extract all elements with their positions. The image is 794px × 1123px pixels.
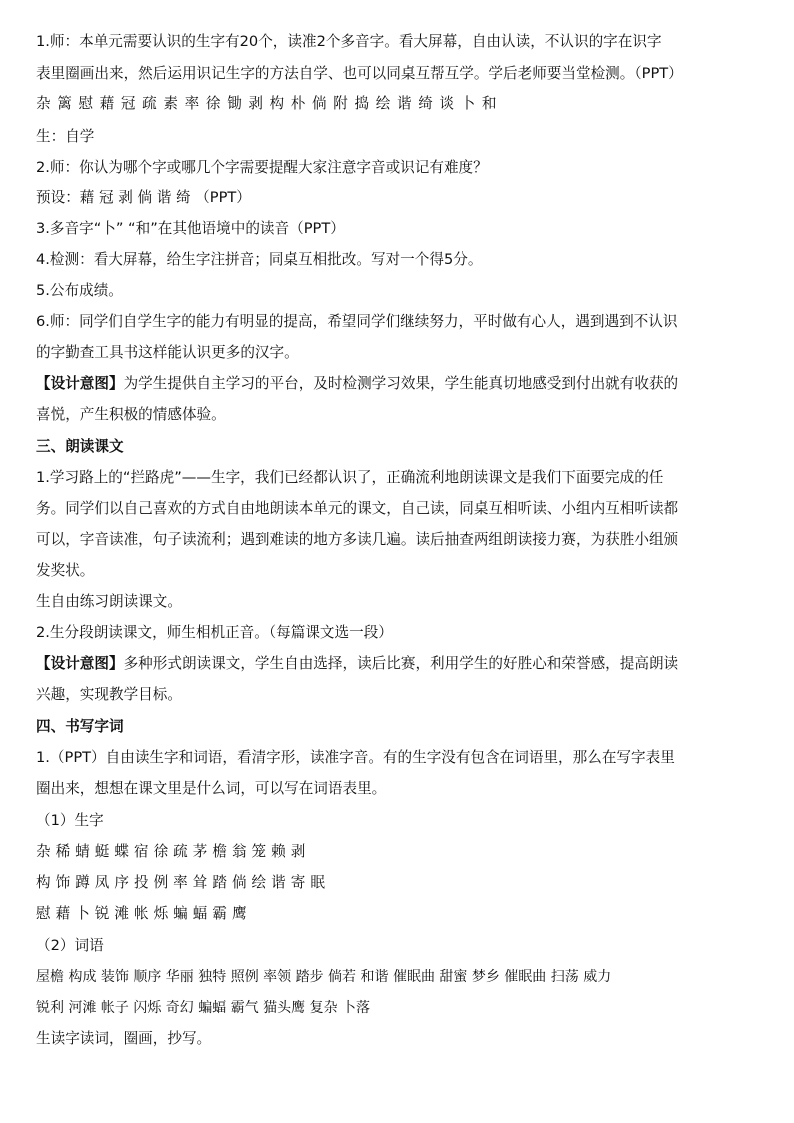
paragraph-6-line-1: 6.师：同学们自学生字的能力有明显的提高，希望同学们继续努力，平时做有心人，遇到遇到不认识: [36, 313, 678, 330]
section-3-p2: 生自由练习朗读课文。: [36, 593, 182, 610]
word-row-1: 屋檐 构成 装饰 顺序 华丽 独特 照例 率领 踏步 倘若 和谐 催眠曲 甜蜜 梦乡 催眠曲 扫荡 威力: [36, 969, 612, 985]
design-intent-tag: 【设计意图】: [36, 375, 124, 392]
character-row-3: 慰藉卜锐滩帐烁蝙蝠霸鹰: [36, 905, 252, 922]
publish-score-item: 5.公布成绩。: [36, 282, 123, 299]
paragraph-1-line-2: 表里圈画出来，然后运用识记生字的方法自学、也可以同桌互帮互学。学后老师要当堂检测。（PPT）: [36, 65, 683, 82]
section-4-closing: 生读字读词，圈画，抄写。: [36, 1030, 212, 1047]
polyphone-item: 3.多音字“卜” “和”在其他语境中的读音（PPT）: [36, 220, 345, 237]
section-3-p1-line-3: 可以，字音读准，句子读流利；遇到难读的地方多读几遍。读后抽查两组朗读接力赛，为获胜小组颁: [36, 531, 679, 548]
question-2: 2.师：你认为哪个字或哪几个字需要提醒大家注意字音或识记有难度？: [36, 159, 488, 176]
paragraph-1-line-1: 1.师：本单元需要认识的生字有20个，读准2个多音字。看大屏幕，自由认读，不认识的字在识字: [36, 33, 662, 50]
design-intent-2-line-1: [36, 654, 762, 674]
word-row-2: 锐利 河滩 帐子 闪烁 奇幻 蝙蝠 霸气 猫头鹰 复杂 卜落: [36, 1000, 371, 1016]
section-3-p1-line-1: 1.学习路上的“拦路虎”——生字，我们已经都认识了，正确流利地朗读课文是我们下面要完成的任: [36, 469, 664, 486]
section-4-p1-line-1: 1.（PPT）自由读生字和词语，看清字形，读准字音。有的生字没有包含在词语里，那么在写字表里: [36, 749, 675, 766]
section-3-p1-line-4: 发奖状。: [36, 562, 95, 579]
design-intent-1-line-1: [36, 374, 762, 394]
student-self-study: 生：自学: [36, 128, 95, 145]
paragraph-1-character-list: 杂 篱 慰 藉 冠 疏 素 率 徐 锄 剥 构 朴 倘 附 捣 绘 谐 绮 谈 卜 和: [36, 95, 497, 112]
subheading-characters: （1）生字: [36, 812, 104, 829]
test-item: 4.检测：看大屏幕，给生字注拼音；同桌互相批改。写对一个得5分。: [36, 251, 483, 268]
design-intent-2-text: 多种形式朗读课文，学生自由选择，读后比赛，利用学生的好胜心和荣誉感，提高朗读: [123, 655, 679, 672]
character-row-1: 杂稀蜻蜓蝶宿徐疏茅檐翁笼赖剥: [36, 843, 311, 860]
character-row-2: 构饰蹲凤序投例率耸踏倘绘谐寄眠: [36, 874, 330, 891]
preset-answer: 预设：藉 冠 剥 倘 谐 绮 （PPT）: [36, 189, 251, 206]
section-3-p1-line-2: 务。同学们以自己喜欢的方式自由地朗读本单元的课文，自己读，同桌互相听读、小组内互相听读都: [36, 500, 679, 517]
design-intent-2-line-2: 兴趣，实现教学目标。: [36, 686, 182, 703]
design-intent-1-text: 为学生提供自主学习的平台，及时检测学习效果，学生能真切地感受到付出就有收获的: [123, 375, 679, 392]
section-heading-3: 三、朗读课文: [36, 438, 124, 455]
section-4-p1-line-2: 圈出来，想想在课文里是什么词，可以写在词语表里。: [36, 780, 387, 797]
paragraph-6-line-2: 的字勤查工具书这样能认识更多的汉字。: [36, 344, 299, 361]
subheading-words: （2）词语: [36, 937, 104, 954]
section-3-p3: 2.生分段朗读课文，师生相机正音。（每篇课文选一段）: [36, 624, 393, 641]
design-intent-1-line-2: 喜悦，产生积极的情感体验。: [36, 406, 226, 423]
design-intent-tag: 【设计意图】: [36, 655, 124, 672]
section-heading-4: 四、书写字词: [36, 718, 124, 735]
